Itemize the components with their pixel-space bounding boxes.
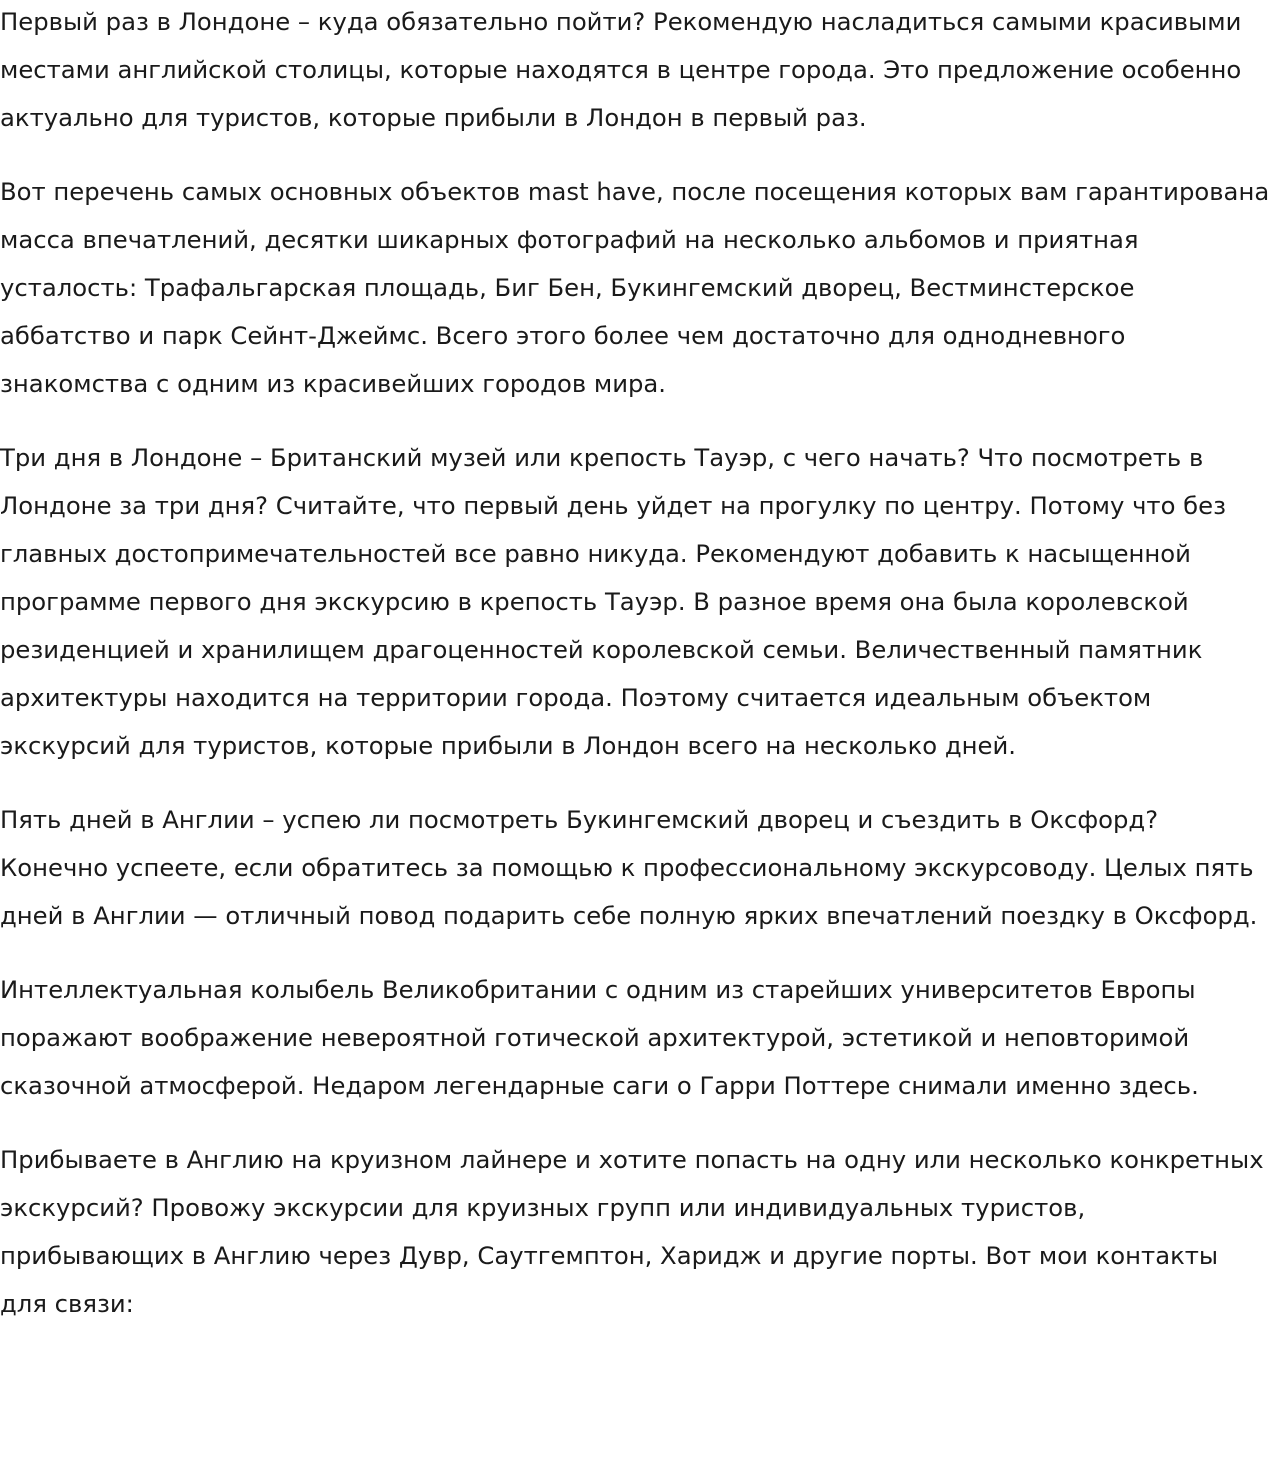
paragraph-three-days: Три дня в Лондоне – Британский музей или крепость Тауэр, с чего начать? Что посмотреть в Лондоне за три дня? Считайте, что первый день уйдет на прогулку по центру. Потому что без главных достопримечательностей все равно никуда. Рекомендуют добавить к насыщенной программе первого дня экскурсию в крепость Тауэр. В разное время она была королевской резиденцией и хранилищем драгоценностей королевской семьи. Величественный памятник архитектуры находится на территории города. Поэтому считается идеальным объектом экскурсий для туристов, которые прибыли в Лондон всего на несколько дней. bbox=[0, 443, 1227, 760]
paragraph-cruise-contacts: Прибываете в Англию на круизном лайнере и хотите попасть на одну или несколько конкретных экскурсий? Провожу экскурсии для круизных групп или индивидуальных туристов, прибывающих в Англию через Дувр, Саутгемптон, Харидж и другие порты. Вот мои контакты для связи: bbox=[0, 1145, 1264, 1318]
paragraph-oxford: Интеллектуальная колыбель Великобритании с одним из старейших университетов Европы поражают воображение невероятной готической архитектурой, эстетикой и неповторимой сказочной атмосферой. Недаром легендарные саги о Гарри Поттере снимали именно здесь. bbox=[0, 975, 1199, 1100]
paragraph-five-days: Пять дней в Англии – успею ли посмотреть Букингемский дворец и съездить в Оксфорд? Конечно успеете, если обратитесь за помощью к профессиональному экскурсоводу. Целых пять дней в Англии — отличный повод подарить себе полную ярких впечатлений поездку в Оксфорд. bbox=[0, 805, 1258, 930]
paragraph-first-visit: Первый раз в Лондоне – куда обязательно пойти? Рекомендую насладиться самыми красивыми местами английской столицы, которые находятся в центре города. Это предложение особенно актуально для туристов, которые прибыли в Лондон в первый раз. bbox=[0, 7, 1242, 132]
paragraph-must-have-list: Вот перечень самых основных объектов mast have, после посещения которых вам гарантирована масса впечатлений, десятки шикарных фотографий на несколько альбомов и приятная усталость: Трафальгарская площадь, Биг Бен, Букингемский дворец, Вестминстерское аббатство и парк Сейнт-Джеймс. Всего этого более чем достаточно для однодневного знакомства с одним из красивейших городов мира. bbox=[0, 177, 1270, 398]
